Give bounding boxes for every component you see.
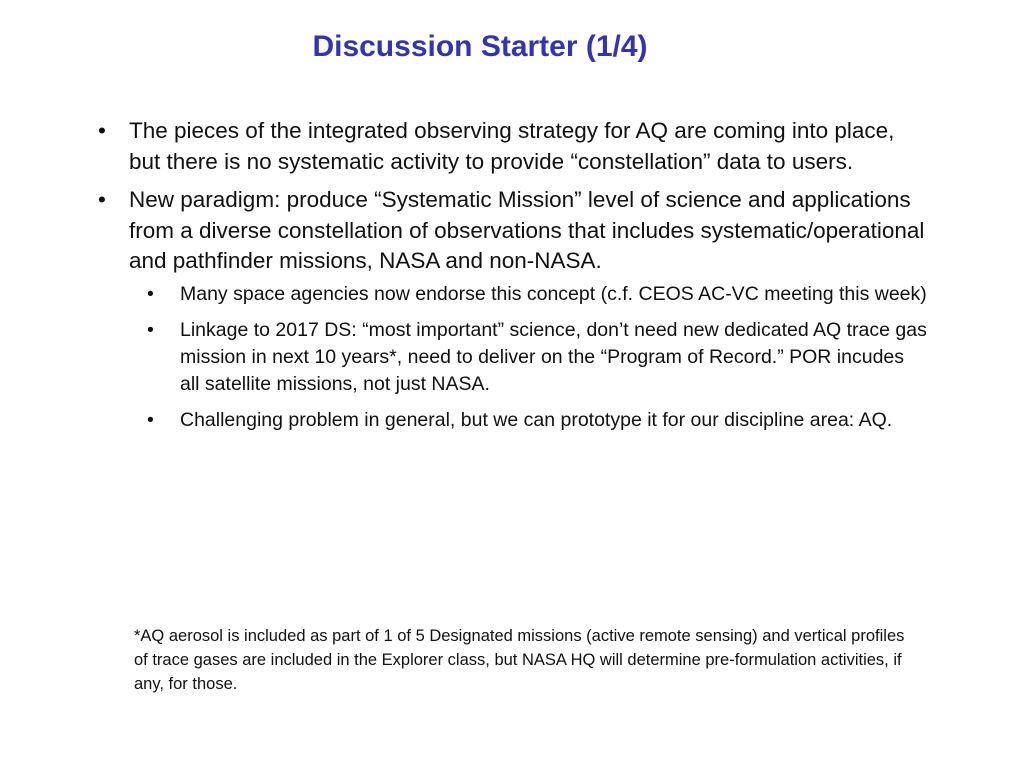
subbullet-item: [129, 407, 928, 434]
bullet-text: The pieces of the integrated observing strategy for AQ are coming into place, but there is no systematic activity to provide “constellation” data to users.: [129, 118, 895, 174]
subbullet-marker: •: [147, 318, 154, 341]
bullet-item: [98, 185, 928, 434]
subbullet-list: [129, 281, 928, 434]
subbullet-text: Linkage to 2017 DS: “most important” science, don’t need new dedicated AQ trace gas mission in next 10 years*, need to deliver on the “Program of Record.” POR incudes all satellite missions, not just NASA.: [180, 318, 927, 395]
subbullet-text: Challenging problem in general, but we can prototype it for our discipline area: AQ.: [180, 408, 893, 431]
bullet-list: [98, 116, 928, 443]
bullet-marker: •: [98, 118, 106, 143]
subbullet-marker: •: [147, 282, 154, 305]
bullet-text: New paradigm: produce “Systematic Mission” level of science and applications from a diverse constellation of observations that includes systematic/operational and pathfinder missions, NASA and non-NASA.: [129, 187, 925, 273]
slide-title: Discussion Starter (1/4): [312, 30, 648, 63]
bullet-item: [98, 116, 928, 177]
subbullet-item: [129, 281, 928, 308]
bullet-marker: •: [98, 187, 106, 212]
subbullet-item: [129, 317, 928, 398]
subbullet-text: Many space agencies now endorse this concept (c.f. CEOS AC-VC meeting this week): [180, 282, 927, 305]
subbullet-marker: •: [147, 408, 154, 431]
footnote: *AQ aerosol is included as part of 1 of 5 Designated missions (active remote sensing) and vertical profiles of trace gases are included in the Explorer class, but NASA HQ will determine pre-formulation activities, if any, for those.: [134, 627, 905, 693]
